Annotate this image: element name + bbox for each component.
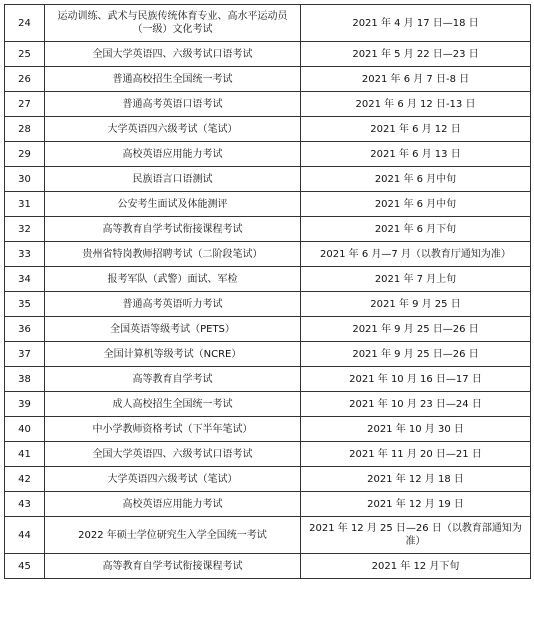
exam-date-cell: 2021 年 11 月 20 日—21 日 — [301, 442, 531, 467]
table-row — [5, 67, 531, 92]
exam-name-cell: 高等教育自学考试衔接课程考试 — [45, 217, 301, 242]
exam-name-cell: 高校英语应用能力考试 — [45, 142, 301, 167]
row-number-cell: 36 — [5, 317, 45, 342]
table-row — [5, 317, 531, 342]
exam-name-cell: 高等教育自学考试衔接课程考试 — [45, 554, 301, 579]
exam-date-cell: 2021 年 9 月 25 日 — [301, 292, 531, 317]
row-number-cell: 29 — [5, 142, 45, 167]
exam-name-cell: 全国大学英语四、六级考试口语考试 — [45, 42, 301, 67]
exam-schedule-table — [4, 4, 531, 579]
exam-date-cell: 2021 年 6 月中旬 — [301, 192, 531, 217]
table-row — [5, 492, 531, 517]
row-number-cell: 45 — [5, 554, 45, 579]
table-row — [5, 417, 531, 442]
exam-name-cell: 公安考生面试及体能测评 — [45, 192, 301, 217]
exam-date-cell: 2021 年 4 月 17 日—18 日 — [301, 5, 531, 42]
table-row — [5, 42, 531, 67]
table-row — [5, 217, 531, 242]
exam-date-cell: 2021 年 6 月下旬 — [301, 217, 531, 242]
row-number-cell: 28 — [5, 117, 45, 142]
table-row — [5, 467, 531, 492]
exam-name-cell: 全国计算机等级考试（NCRE） — [45, 342, 301, 367]
exam-date-cell: 2021 年 6 月 7 日-8 日 — [301, 67, 531, 92]
row-number-cell: 37 — [5, 342, 45, 367]
table-row — [5, 242, 531, 267]
exam-name-cell: 贵州省特岗教师招聘考试（二阶段笔试） — [45, 242, 301, 267]
exam-name-cell: 普通高校招生全国统一考试 — [45, 67, 301, 92]
exam-date-cell: 2021 年 6 月中旬 — [301, 167, 531, 192]
table-row — [5, 5, 531, 42]
table-row — [5, 517, 531, 554]
exam-date-cell: 2021 年 9 月 25 日—26 日 — [301, 317, 531, 342]
table-row — [5, 267, 531, 292]
exam-date-cell: 2021 年 12 月 18 日 — [301, 467, 531, 492]
row-number-cell: 38 — [5, 367, 45, 392]
exam-name-cell: 成人高校招生全国统一考试 — [45, 392, 301, 417]
table-row — [5, 292, 531, 317]
exam-date-cell: 2021 年 6 月 13 日 — [301, 142, 531, 167]
table-row — [5, 167, 531, 192]
exam-name-cell: 普通高考英语口语考试 — [45, 92, 301, 117]
row-number-cell: 24 — [5, 5, 45, 42]
table-row — [5, 117, 531, 142]
table-row — [5, 392, 531, 417]
exam-date-cell: 2021 年 12 月 19 日 — [301, 492, 531, 517]
exam-date-cell: 2021 年 5 月 22 日—23 日 — [301, 42, 531, 67]
exam-name-cell: 普通高考英语听力考试 — [45, 292, 301, 317]
exam-name-cell: 大学英语四六级考试（笔试） — [45, 467, 301, 492]
exam-date-cell: 2021 年 6 月 12 日-13 日 — [301, 92, 531, 117]
table-row — [5, 342, 531, 367]
row-number-cell: 34 — [5, 267, 45, 292]
row-number-cell: 31 — [5, 192, 45, 217]
row-number-cell: 32 — [5, 217, 45, 242]
exam-date-cell: 2021 年 7 月上旬 — [301, 267, 531, 292]
row-number-cell: 44 — [5, 517, 45, 554]
exam-name-cell: 运动训练、武术与民族传统体育专业、高水平运动员（一级）文化考试 — [45, 5, 301, 42]
table-row — [5, 142, 531, 167]
row-number-cell: 42 — [5, 467, 45, 492]
row-number-cell: 25 — [5, 42, 45, 67]
exam-date-cell: 2021 年 12 月 25 日—26 日（以教育部通知为准） — [301, 517, 531, 554]
row-number-cell: 39 — [5, 392, 45, 417]
row-number-cell: 33 — [5, 242, 45, 267]
exam-schedule-body — [5, 5, 531, 579]
table-row — [5, 367, 531, 392]
row-number-cell: 26 — [5, 67, 45, 92]
row-number-cell: 30 — [5, 167, 45, 192]
table-row — [5, 554, 531, 579]
exam-name-cell: 报考军队（武警）面试、军检 — [45, 267, 301, 292]
exam-name-cell: 2022 年硕士学位研究生入学全国统一考试 — [45, 517, 301, 554]
exam-name-cell: 中小学教师资格考试（下半年笔试） — [45, 417, 301, 442]
exam-name-cell: 全国大学英语四、六级考试口语考试 — [45, 442, 301, 467]
exam-date-cell: 2021 年 10 月 16 日—17 日 — [301, 367, 531, 392]
table-row — [5, 192, 531, 217]
exam-date-cell: 2021 年 6 月 12 日 — [301, 117, 531, 142]
exam-date-cell: 2021 年 9 月 25 日—26 日 — [301, 342, 531, 367]
row-number-cell: 41 — [5, 442, 45, 467]
row-number-cell: 40 — [5, 417, 45, 442]
row-number-cell: 43 — [5, 492, 45, 517]
exam-name-cell: 全国英语等级考试（PETS） — [45, 317, 301, 342]
exam-date-cell: 2021 年 10 月 30 日 — [301, 417, 531, 442]
exam-date-cell: 2021 年 6 月—7 月（以教育厅通知为准） — [301, 242, 531, 267]
table-row — [5, 92, 531, 117]
row-number-cell: 35 — [5, 292, 45, 317]
table-row — [5, 442, 531, 467]
exam-name-cell: 民族语言口语测试 — [45, 167, 301, 192]
exam-name-cell: 高等教育自学考试 — [45, 367, 301, 392]
exam-name-cell: 大学英语四六级考试（笔试） — [45, 117, 301, 142]
exam-date-cell: 2021 年 10 月 23 日—24 日 — [301, 392, 531, 417]
exam-date-cell: 2021 年 12 月下旬 — [301, 554, 531, 579]
exam-name-cell: 高校英语应用能力考试 — [45, 492, 301, 517]
row-number-cell: 27 — [5, 92, 45, 117]
